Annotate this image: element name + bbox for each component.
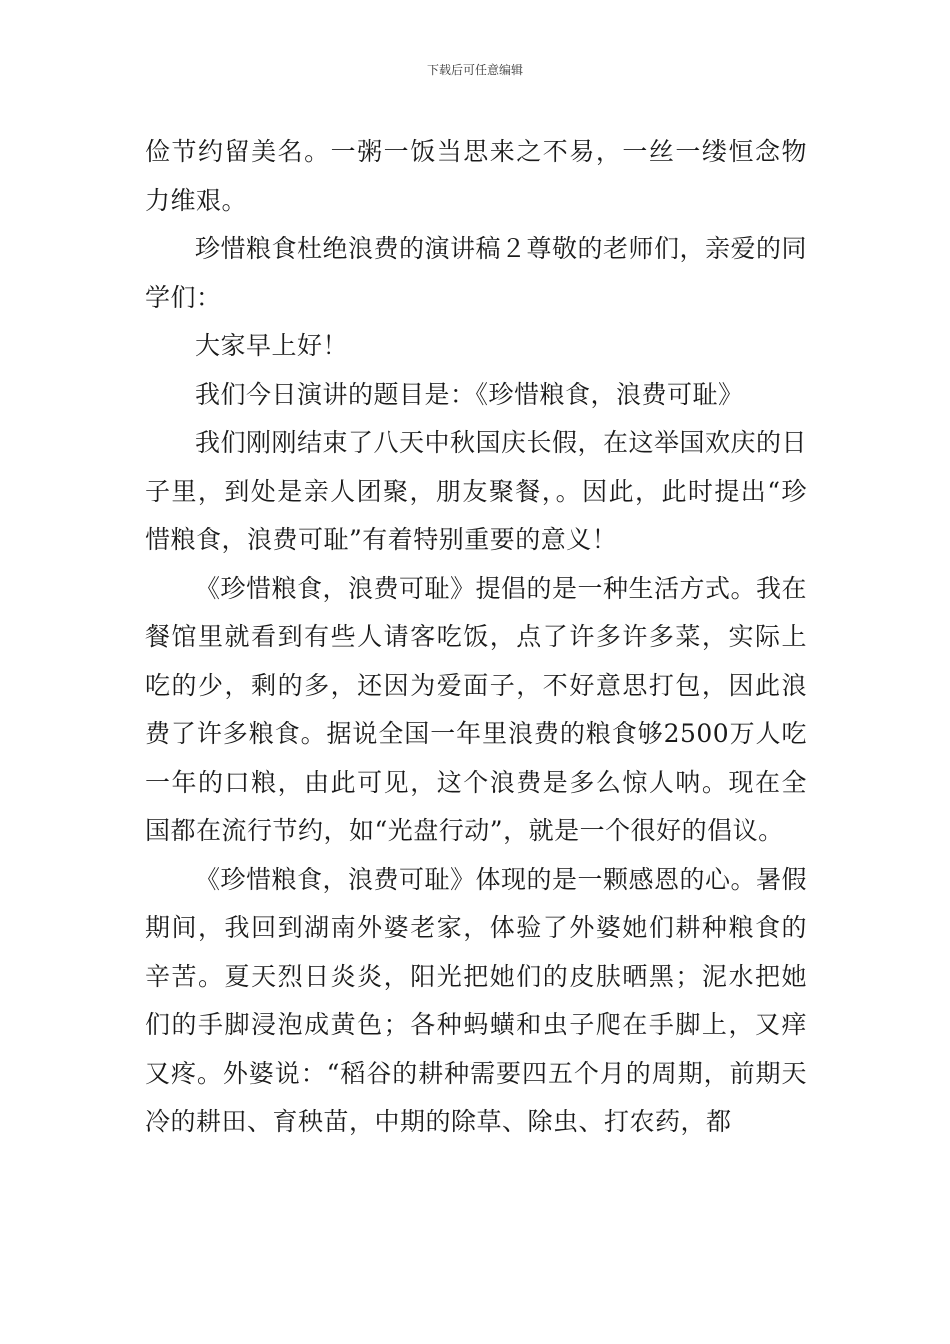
paragraph: 《珍惜粮食，浪费可耻》体现的是一颗感恩的心。暑假期间，我回到湖南外婆老家，体验了外婆她们耕种粮食的辛苦。夏天烈日炎炎，阳光把她们的皮肤晒黑；泥水把她们的手脚浸泡成黄色；各种蚂蟥和虫子爬在手脚上，又痒又疼。外婆说：“稻谷的耕种需要四五个月的周期，前期天冷的耕田、育秧苗，中期的除草、除虫、打农药，都 bbox=[145, 864, 808, 1136]
paragraph: 我们今日演讲的题目是：《珍惜粮食，浪费可耻》 bbox=[195, 379, 744, 409]
paragraph: 《珍惜粮食，浪费可耻》提倡的是一种生活方式。我在餐馆里就看到有些人请客吃饭，点了许多许多菜，实际上吃的少，剩的多，还因为爱面子，不好意思打包，因此浪费了许多粮食。据说全国一年里浪费的粮食够2500万人吃一年的口粮，由此可见，这个浪费是多么惊人呐。现在全国都在流行节约，如“光盘行动”，就是一个很好的倡议。 bbox=[145, 573, 808, 845]
paragraph: 我们刚刚结束了八天中秋国庆长假，在这举国欢庆的日子里，到处是亲人团聚，朋友聚餐，。因此，此时提出“珍惜粮食，浪费可耻”有着特别重要的意义！ bbox=[145, 428, 808, 554]
document-body bbox=[145, 128, 807, 1147]
page-header: 下载后可任意编辑 bbox=[426, 63, 523, 77]
paragraph: 俭节约留美名。一粥一饭当思来之不易，一丝一缕恒念物力维艰。 bbox=[145, 137, 807, 215]
paragraph: 大家早上好！ bbox=[195, 331, 349, 360]
paragraph: 珍惜粮食杜绝浪费的演讲稿２尊敬的老师们，亲爱的同学们： bbox=[145, 234, 808, 312]
